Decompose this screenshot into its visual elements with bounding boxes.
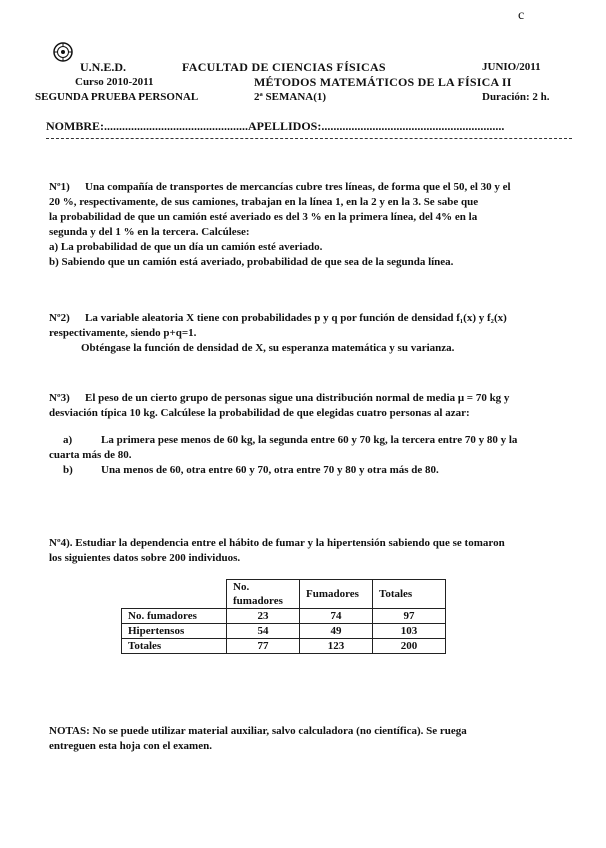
row-label: No. fumadores [122, 609, 227, 624]
question-1-line-3: la probabilidad de que un camión esté averiado es del 3 % en la primera línea, del 4% en la [49, 211, 478, 223]
question-2-number: Nº2) [49, 312, 70, 324]
question-2-line-2: respectivamente, siendo p+q=1. [49, 327, 197, 339]
table-cell: 97 [373, 609, 446, 624]
university-name: U.N.E.D. [80, 60, 127, 74]
question-1 [49, 180, 569, 270]
question-3-part-b-label: b) [63, 464, 73, 476]
column-header: Fumadores [300, 580, 373, 609]
table-corner [122, 580, 227, 609]
table-cell: 23 [227, 609, 300, 624]
notes-line-2: entreguen esta hoja con el examen. [49, 740, 212, 752]
question-2-line-1: La variable aleatoria X tiene con probabilidades p y q por función de densidad f₁(x) y f₂(x) [85, 312, 507, 324]
question-3-part-a-line-2: cuarta más de 80. [49, 449, 132, 461]
table-cell: 74 [300, 609, 373, 624]
table-row [122, 624, 446, 639]
question-3-line-2: desviación típica 10 kg. Calcúlese la probabilidad de que elegidas cuatro personas al azar: [49, 407, 470, 419]
question-1-line-4: segunda y del 1 % en la tercera. Calcúlese: [49, 226, 250, 238]
question-4-line-2: los siguientes datos sobre 200 individuos. [49, 552, 241, 564]
table-cell: 49 [300, 624, 373, 639]
subject-title: MÉTODOS MATEMÁTICOS DE LA FÍSICA II [254, 75, 512, 89]
question-3-part-a-label: a) [63, 434, 73, 446]
exam-notes [49, 724, 569, 754]
question-1-part-b: b) Sabiendo que un camión está averiado, probabilidad de que sea de la segunda línea. [49, 256, 454, 268]
exam-date: JUNIO/2011 [482, 61, 541, 73]
duration-label: Duración: 2 h. [482, 91, 550, 103]
row-label: Hipertensos [122, 624, 227, 639]
faculty-name: FACULTAD DE CIENCIAS FÍSICAS [182, 60, 386, 74]
question-3 [49, 391, 569, 478]
row-label: Totales [122, 639, 227, 654]
table-cell: 123 [300, 639, 373, 654]
table-cell: 200 [373, 639, 446, 654]
question-3-part-b-line-1: Una menos de 60, otra entre 60 y 70, otra entre 70 y 80 y otra más de 80. [101, 464, 439, 476]
course-year: Curso 2010-2011 [75, 76, 154, 88]
corner-mark: c [518, 8, 525, 23]
question-1-part-a: a) La probabilidad de que un día un camión esté averiado. [49, 241, 323, 253]
column-header: Totales [373, 580, 446, 609]
table-row [122, 639, 446, 654]
table-cell: 77 [227, 639, 300, 654]
uned-seal-icon [53, 42, 73, 62]
notes-line-1: NOTAS: No se puede utilizar material auxiliar, salvo calculadora (no científica). Se ruega [49, 725, 467, 737]
question-1-line-1: Una compañía de transportes de mercancías cubre tres líneas, de forma que el 50, el 30 y el [85, 181, 511, 193]
question-1-line-2: 20 %, respectivamente, de sus camiones, trabajan en la línea 1, en la 2 y en la 3. Se sabe que [49, 196, 479, 208]
smoking-hypertension-table [121, 579, 446, 654]
table-cell: 54 [227, 624, 300, 639]
question-3-number: Nº3) [49, 392, 70, 404]
question-2-line-3: Obténgase la función de densidad de X, su esperanza matemática y su varianza. [81, 342, 455, 354]
question-4 [49, 536, 569, 566]
column-header: No. fumadores [227, 580, 300, 609]
table-cell: 103 [373, 624, 446, 639]
question-4-line-1: Nº4). Estudiar la dependencia entre el hábito de fumar y la hipertensión sabiendo que se tomaron [49, 537, 505, 549]
table-row [122, 609, 446, 624]
question-1-number: Nº1) [49, 181, 70, 193]
question-3-part-a-line-1: La primera pese menos de 60 kg, la segunda entre 60 y 70 kg, la tercera entre 70 y 80 y la [101, 434, 518, 446]
test-title: SEGUNDA PRUEBA PERSONAL [35, 91, 199, 103]
header-divider [46, 138, 572, 139]
name-surname-line: NOMBRE:................................................APELLIDOS:............................................................. [46, 119, 505, 133]
question-2 [49, 311, 569, 356]
question-3-line-1: El peso de un cierto grupo de personas sigue una distribución normal de media μ = 70 kg y [85, 392, 510, 404]
week-label: 2ª SEMANA(1) [254, 91, 327, 103]
